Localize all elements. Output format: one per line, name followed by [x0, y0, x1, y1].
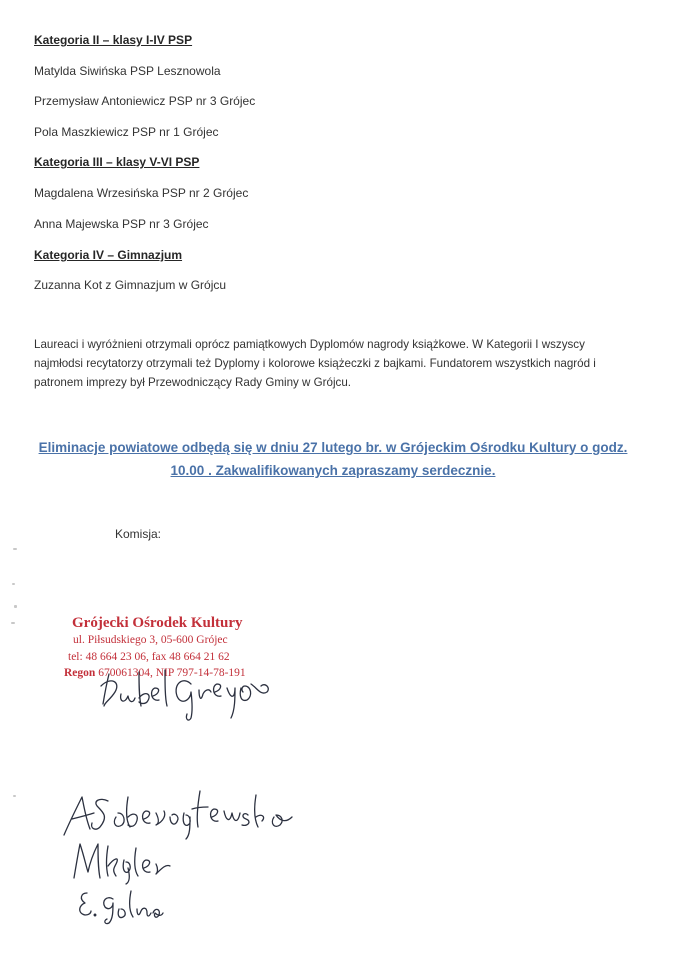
scan-speck	[13, 548, 17, 550]
komisja-label: Komisja:	[115, 527, 162, 541]
category-4-entry-1: Zuzanna Kot z Gimnazjum w Grójcu	[34, 278, 227, 292]
scan-speck	[13, 795, 16, 797]
stamp-phone: tel: 48 664 23 06, fax 48 664 21 62	[68, 651, 230, 663]
stamp-regon-label: Regon	[64, 667, 96, 679]
awards-paragraph: Laureaci i wyróżnieni otrzymali oprócz pamiątkowych Dyplomów nagrody książkowe. W Kategorii I wszyscy najmłodsi recytatorzy otrzymali też Dyplomy i kolorowe książeczki z bajkami. Fundatorem wszystkich nagród i patronem imprezy był Przewodniczący Rady Gminy w Grójcu.	[34, 338, 596, 389]
category-3-entry-1: Magdalena Wrzesińska PSP nr 2 Grójec	[34, 186, 249, 200]
stamp-name: Grójecki Ośrodek Kultury	[72, 615, 243, 631]
scan-speck	[11, 622, 15, 624]
scan-speck	[14, 605, 17, 608]
signature-1	[60, 787, 300, 842]
category-4-heading: Kategoria IV – Gimnazjum	[34, 248, 183, 262]
category-2-heading: Kategoria II – klasy I-IV PSP	[34, 33, 193, 47]
stamp-signature	[95, 664, 275, 724]
announcement: Eliminacje powiatowe odbędą się w dniu 27 lutego br. w Grójeckim Ośrodku Kultury o godz. 10.00 . Zakwalifikowanych zapraszamy serdecznie.	[38, 440, 628, 478]
category-2-entry-3: Pola Maszkiewicz PSP nr 1 Grójec	[34, 125, 219, 139]
category-3-heading: Kategoria III – klasy V-VI PSP	[34, 155, 200, 169]
scan-speck	[12, 583, 15, 585]
stamp-regon-value: 670061304, NIP 797-14-78-191	[98, 667, 246, 679]
signature-3	[75, 885, 165, 925]
stamp-address: ul. Piłsudskiego 3, 05-600 Grójec	[73, 634, 228, 646]
category-2-entry-2: Przemysław Antoniewicz PSP nr 3 Grójec	[34, 94, 256, 108]
category-3-entry-2: Anna Majewska PSP nr 3 Grójec	[34, 217, 209, 231]
category-2-entry-1: Matylda Siwińska PSP Lesznowola	[34, 64, 221, 78]
signature-2	[70, 838, 180, 886]
